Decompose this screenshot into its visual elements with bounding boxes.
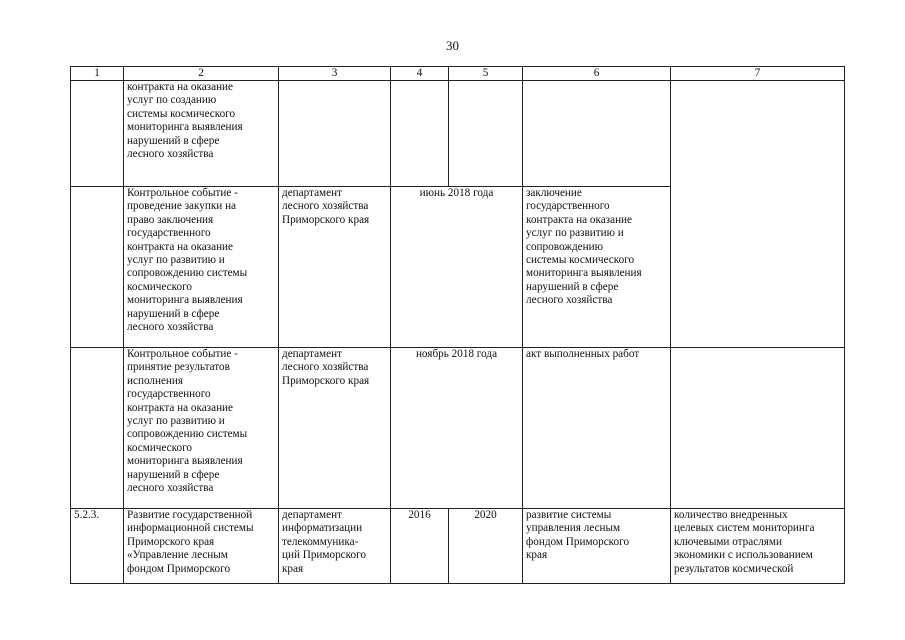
row-result: заключение государственного контракта на оказание услуг по развитию и сопровождению системы космического мониторинга выявления нарушений в сфере лесного хозяйства [523,187,671,348]
column-header-7: 7 [671,67,845,81]
column-header-2: 2 [124,67,279,81]
row-indicator [671,348,845,509]
row-name: контракта на оказание услуг по созданию системы космического мониторинга выявления нарушений в сфере лесного хозяйства [124,81,279,187]
row-date: июнь 2018 года [391,187,523,348]
page-number: 30 [446,38,459,53]
row-end: 2020 [449,509,523,584]
table-row [71,348,845,509]
row-code: 5.2.3. [71,509,124,584]
row-code [71,81,124,187]
column-header-4: 4 [391,67,449,81]
table-header-row [71,67,845,81]
row-executor: департамент лесного хозяйства Приморского края [279,187,391,348]
row-code [71,348,124,509]
row-indicator: количество внедренных целевых систем мониторинга ключевыми отраслями экономики с использованием результатов космической [671,509,845,584]
row-name: Контрольное событие - проведение закупки на право заключения государственного контракта на оказание услуг по развитию и сопровождению системы космического мониторинга выявления нарушений в сфере лесного хозяйства [124,187,279,348]
column-header-1: 1 [71,67,124,81]
row-indicator [671,81,845,348]
table-row [71,509,845,584]
row-code [71,187,124,348]
table-row [71,81,845,187]
row-executor [279,81,391,187]
row-start [391,81,449,187]
plan-table [70,66,845,584]
row-name: Контрольное событие - принятие результатов исполнения государственного контракта на оказание услуг по развитию и сопровождению системы космического мониторинга выявления нарушений в сфере лесного хозяйства [124,348,279,509]
row-executor: департамент информатизации телекоммуника- ций Приморского края [279,509,391,584]
column-header-5: 5 [449,67,523,81]
column-header-3: 3 [279,67,391,81]
row-name: Развитие государственной информационной системы Приморского края «Управление лесным фондом Приморского [124,509,279,584]
column-header-6: 6 [523,67,671,81]
row-date: ноябрь 2018 года [391,348,523,509]
row-result [523,81,671,187]
row-executor: департамент лесного хозяйства Приморского края [279,348,391,509]
row-result: развитие системы управления лесным фондом Приморского края [523,509,671,584]
row-end [449,81,523,187]
row-start: 2016 [391,509,449,584]
row-result: акт выполненных работ [523,348,671,509]
